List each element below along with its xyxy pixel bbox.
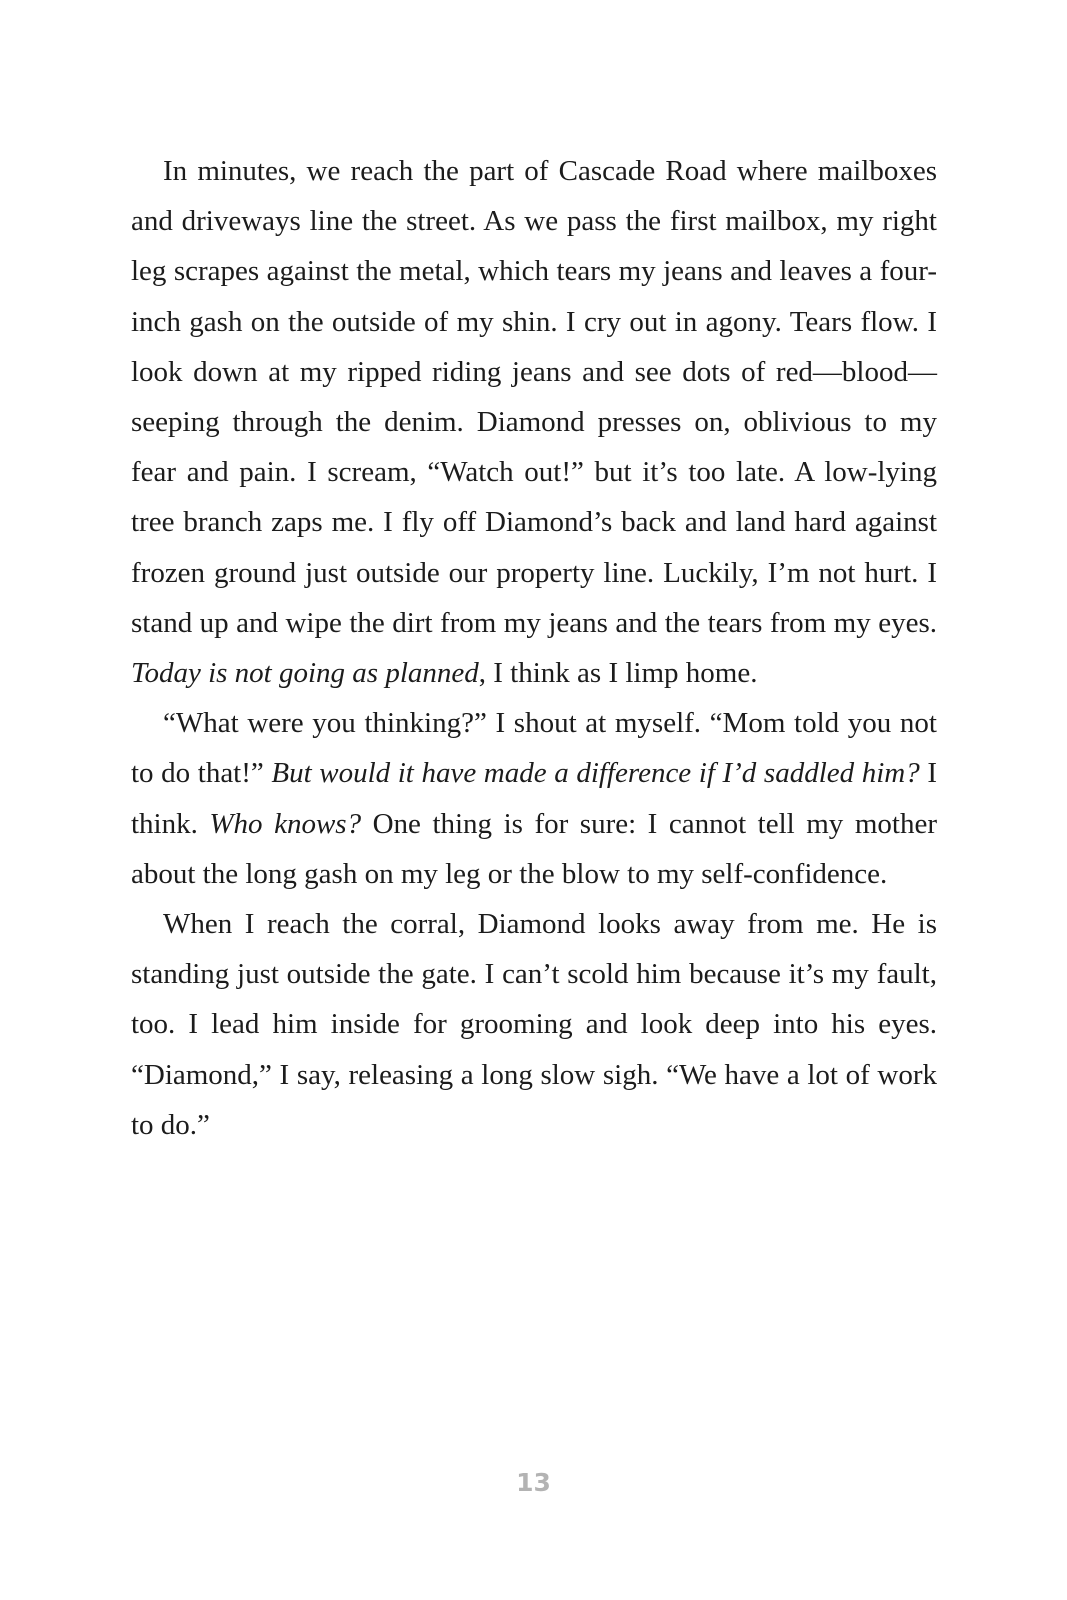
- paragraph-1-run-1: In minutes, we reach the part of Cascade Road where mailboxes and driveways line the street. As we pass the first mailbox, my right leg scrapes against the metal, which tears my jeans and leaves a four-inch gash on the outside of my shin. I cry out in agony. Tears flow. I look down at my ripped riding jeans and see dots of red—blood—seeping through the denim. Diamond presses on, oblivious to my fear and pain. I scream, “Watch out!” but it’s too late. A low-lying tree branch zaps me. I fly off Diamond’s back and land hard against frozen ground just outside our property line. Luckily, I’m not hurt. I stand up and wipe the dirt from my jeans and the tears from my eyes.: [131, 155, 937, 639]
- paragraph-1-run-3: , I think as I limp home.: [478, 657, 758, 690]
- paragraph-2: [131, 698, 937, 899]
- paragraph-2-run-4: Who knows?: [209, 807, 362, 840]
- paragraph-2-run-3: I think.: [131, 757, 937, 840]
- paragraph-2-run-5: One thing is for sure: I cannot tell my mother about the long gash on my leg or the blow to my self-confidence.: [131, 807, 937, 890]
- paragraph-1-run-2: Today is not going as planned: [131, 657, 479, 690]
- paragraph-1: [131, 146, 937, 698]
- paragraph-2-run-1: “What were you thinking?” I shout at myself. “Mom told you not to do that!”: [131, 707, 937, 790]
- body-text: [131, 146, 937, 1150]
- paragraph-3: [131, 899, 937, 1150]
- page-number: 13: [516, 1468, 551, 1497]
- paragraph-3-run-1: When I reach the corral, Diamond looks away from me. He is standing just outside the gate. I can’t scold him because it’s my fault, too. I lead him inside for grooming and look deep into his eyes. “Diamond,” I say, releasing a long slow sigh. “We have a lot of work to do.”: [131, 908, 937, 1141]
- paragraph-2-run-2: But would it have made a difference if I’d saddled him?: [271, 757, 920, 790]
